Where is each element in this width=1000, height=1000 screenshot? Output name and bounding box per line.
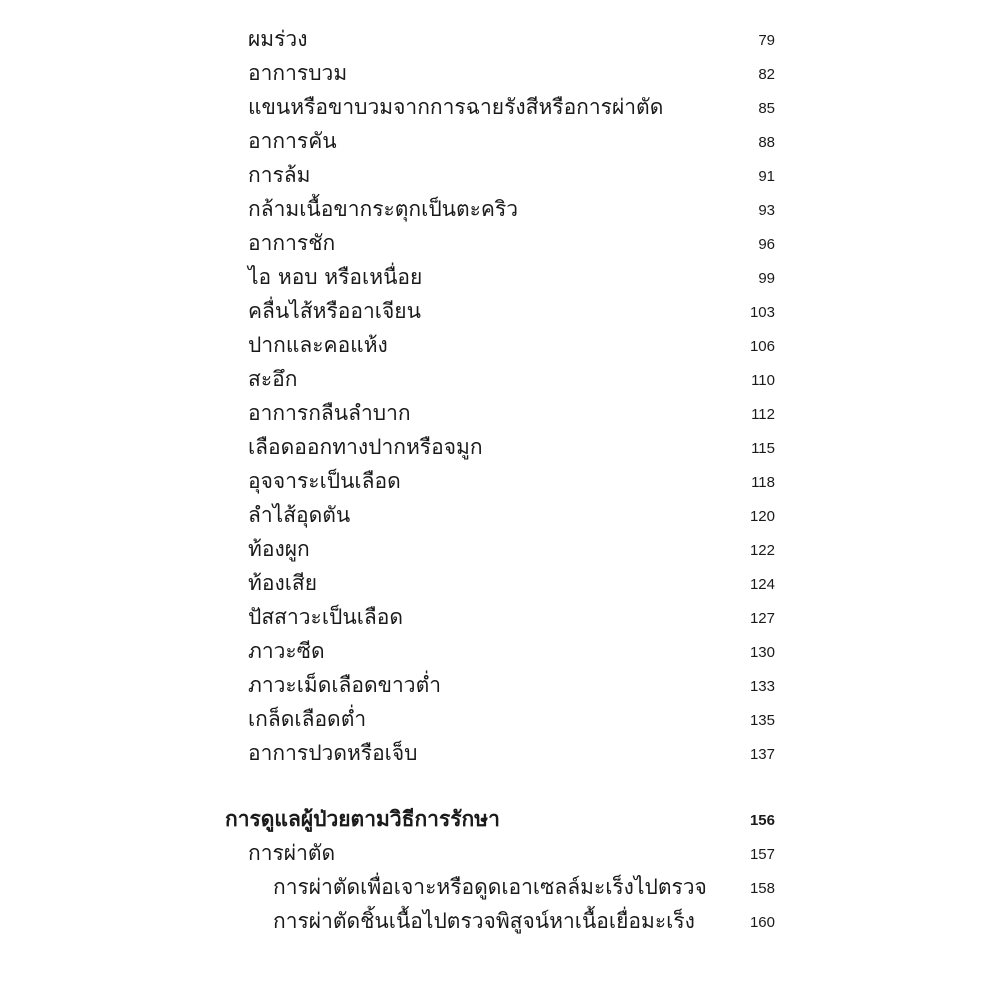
toc-entry-title: ลำไส้อุดตัน	[248, 503, 351, 527]
toc-entry	[0, 90, 1000, 124]
toc-entry	[0, 294, 1000, 328]
toc-entry-title: ภาวะซีด	[248, 639, 325, 663]
toc-entry-title: อาการคัน	[248, 129, 337, 153]
toc-entry	[0, 158, 1000, 192]
toc-entry-title: ปากและคอแห้ง	[248, 333, 388, 357]
toc-entry-page: 106	[749, 338, 775, 355]
toc-entry-page: 110	[751, 372, 775, 389]
subsection-item-title: การผ่าตัดชิ้นเนื้อไปตรวจพิสูจน์หาเนื้อเยื่อมะเร็ง	[273, 909, 695, 933]
toc-entry	[0, 328, 1000, 362]
toc-entry-page: 133	[749, 678, 775, 695]
subsection-item-page: 158	[749, 880, 775, 897]
toc-entry-title: คลื่นไส้หรืออาเจียน	[248, 299, 421, 323]
toc-entry	[0, 56, 1000, 90]
toc-entry-title: อาการชัก	[248, 231, 336, 255]
toc-entry-page: 122	[749, 542, 775, 559]
toc-entry	[0, 362, 1000, 396]
toc-entry	[0, 600, 1000, 634]
toc-subsection-item	[0, 870, 1000, 904]
toc-entry-title: แขนหรือขาบวมจากการฉายรังสีหรือการผ่าตัด	[248, 95, 664, 119]
toc-entry	[0, 736, 1000, 770]
toc-entry-title: อุจจาระเป็นเลือด	[248, 469, 401, 493]
toc-entry-title: ท้องผูก	[248, 537, 310, 561]
toc-entry-page: 93	[758, 202, 775, 219]
subsection-item-title: การผ่าตัดเพื่อเจาะหรือดูดเอาเซลล์มะเร็งไปตรวจ	[273, 875, 707, 899]
toc-entry-page: 135	[749, 712, 775, 729]
toc-entry-page: 85	[758, 100, 775, 117]
toc-entry-page: 112	[751, 406, 775, 423]
toc-entry-title: ปัสสาวะเป็นเลือด	[248, 605, 403, 629]
subsection-page: 157	[749, 846, 775, 863]
toc-entry	[0, 532, 1000, 566]
toc-entry-title: อาการปวดหรือเจ็บ	[248, 741, 418, 765]
toc-entry-title: ภาวะเม็ดเลือดขาวต่ำ	[248, 673, 442, 697]
toc-entry-page: 79	[758, 32, 775, 49]
toc-entry-title: เลือดออกทางปากหรือจมูก	[248, 435, 483, 459]
toc-entry-title: ผมร่วง	[248, 27, 308, 51]
toc-entry-title: อาการกลืนลำบาก	[248, 401, 411, 425]
toc-subsection	[0, 836, 1000, 870]
toc-entry-title: ท้องเสีย	[248, 571, 318, 595]
toc-entry	[0, 566, 1000, 600]
section-page: 156	[749, 812, 775, 829]
toc-entry-title: ไอ หอบ หรือเหนื่อย	[248, 265, 423, 289]
toc-section-heading	[0, 802, 1000, 836]
toc-entry-title: การล้ม	[248, 163, 311, 187]
toc-entry	[0, 430, 1000, 464]
subsection-item-page: 160	[749, 914, 775, 931]
toc-entry	[0, 396, 1000, 430]
toc-entry-page: 118	[751, 474, 775, 491]
toc-entry-title: อาการบวม	[248, 61, 348, 85]
toc-entry	[0, 634, 1000, 668]
toc-entry-page: 88	[758, 134, 775, 151]
toc-entry-page: 115	[751, 440, 775, 457]
toc-entry-page: 120	[749, 508, 775, 525]
toc-entry-page: 137	[749, 746, 775, 763]
toc-entry-page: 99	[758, 270, 775, 287]
toc-subsection-item	[0, 904, 1000, 938]
toc-entry	[0, 702, 1000, 736]
toc-entry	[0, 124, 1000, 158]
toc-entry	[0, 668, 1000, 702]
toc-entry-page: 103	[749, 304, 775, 321]
toc-entry	[0, 464, 1000, 498]
section-title: การดูแลผู้ป่วยตามวิธีการรักษา	[225, 807, 500, 831]
toc-entry	[0, 192, 1000, 226]
toc-entry	[0, 498, 1000, 532]
toc-entry	[0, 22, 1000, 56]
toc-entry-title: กล้ามเนื้อขากระตุกเป็นตะคริว	[248, 197, 519, 221]
subsection-title: การผ่าตัด	[248, 841, 336, 865]
toc-entry-page: 127	[749, 610, 775, 627]
toc-entry-title: สะอึก	[248, 367, 298, 391]
toc-entry-page: 124	[749, 576, 775, 593]
toc-entry-page: 91	[758, 168, 775, 185]
toc-entry-page: 82	[758, 66, 775, 83]
toc-entry	[0, 226, 1000, 260]
toc-entry-page: 130	[749, 644, 775, 661]
toc-entry-page: 96	[758, 236, 775, 253]
toc-entry	[0, 260, 1000, 294]
toc-entry-title: เกล็ดเลือดต่ำ	[248, 707, 367, 731]
